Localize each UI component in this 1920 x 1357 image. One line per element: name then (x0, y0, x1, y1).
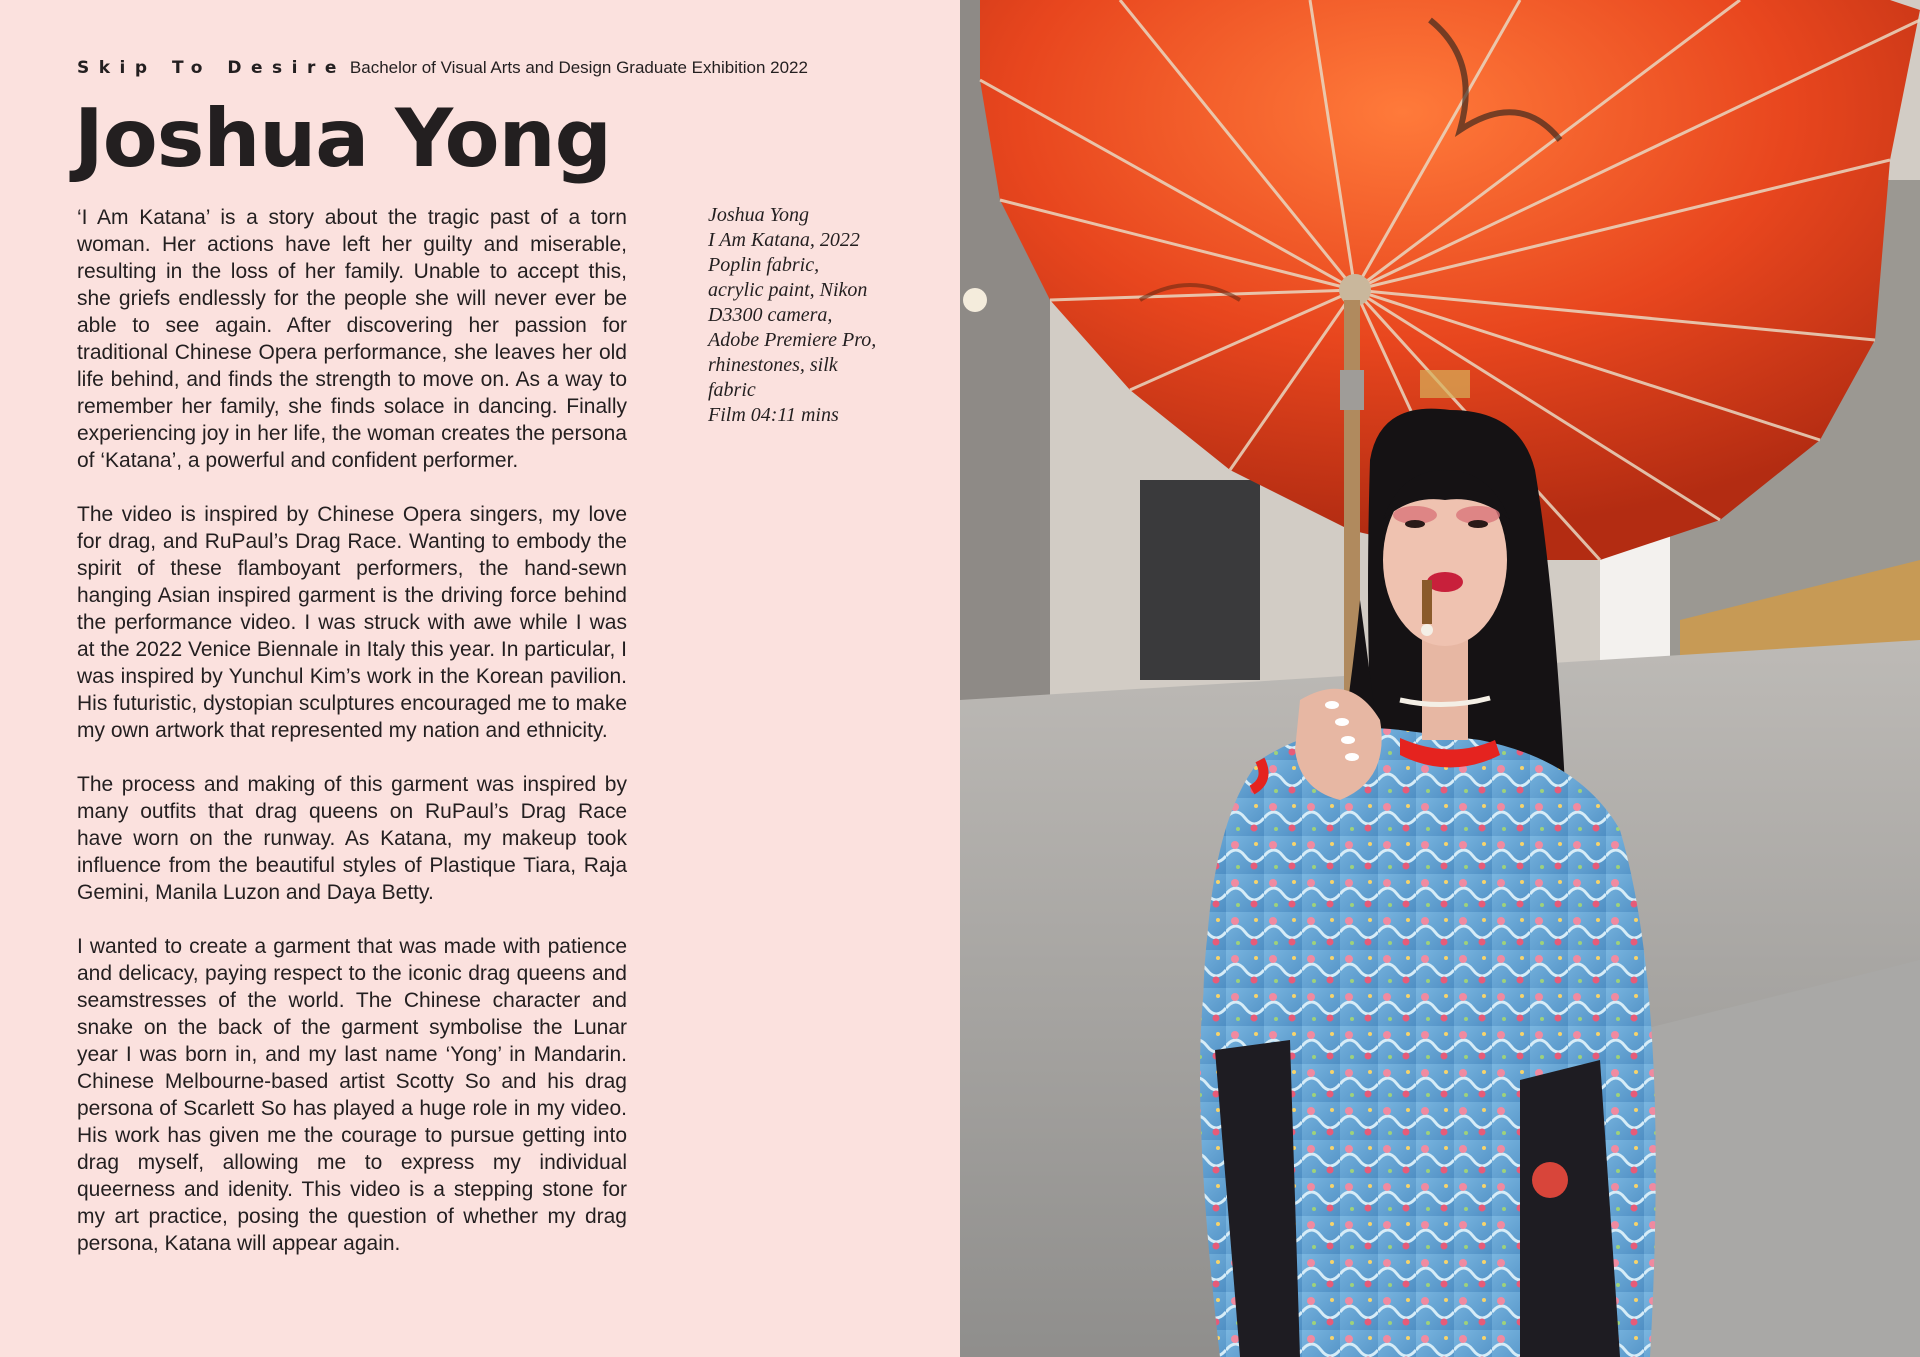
photo-illustration (960, 0, 1920, 1357)
caption-medium-line: Adobe Premiere Pro, (708, 329, 877, 351)
artwork-photo (960, 0, 1920, 1357)
headpiece (1420, 370, 1470, 398)
artist-name: Joshua Yong (74, 92, 611, 185)
page-header (77, 58, 808, 78)
caption-title-year: I Am Katana, 2022 (708, 229, 860, 251)
doorway (1140, 480, 1260, 680)
series-title: Skip To Desire (77, 58, 346, 78)
artwork-caption (708, 203, 928, 428)
artist-statement (77, 204, 627, 1284)
pearl-earring (1421, 624, 1433, 636)
caption-medium-line: Poplin fabric, (708, 254, 820, 276)
caption-medium-line: acrylic paint, Nikon (708, 279, 868, 301)
caption-medium-line: rhinestones, silk (708, 354, 838, 376)
caption-medium-line: fabric (708, 379, 756, 401)
statement-paragraph: The video is inspired by Chinese Opera singers, my love for drag, and RuPaul’s Drag Race. Wanting to embody the spirit of these flamboyant performers, the hand-sewn hanging Asian inspired garment is the driving force behind the performance video. I was struck with awe while I was at the 2022 Venice Biennale in Italy this year. In particular, I was inspired by Yunchul Kim’s work in the Korean pavilion. His futuristic, dystopian sculptures encouraged me to make my own artwork that represented my nation and ethnicity. (77, 503, 627, 742)
red-flower (1532, 1162, 1568, 1198)
caption-duration: Film 04:11 mins (708, 404, 839, 426)
statement-paragraph: I wanted to create a garment that was made with patience and delicacy, paying respect to the iconic drag queens and seamstresses of the world. The Chinese character and snake on the back of the garment symbolise the Lunar year I was born in, and my last name ‘Yong’ in Mandarin. Chinese Melbourne-based artist Scotty So and his drag persona of Scarlett So has played a huge role in my video. His work has given me the courage to pursue getting into drag myself, allowing me to express my individual queerness and idenity. This video is a stepping stone for my art practice, posing the question of whether my drag persona, Katana will appear again. (77, 935, 627, 1255)
neck (1422, 640, 1468, 740)
caption-artist: Joshua Yong (708, 204, 809, 226)
statement-paragraph: ‘I Am Katana’ is a story about the tragic past of a torn woman. Her actions have left her guilty and miserable, resulting in the loss of her family. Unable to accept this, she griefs endlessly for the people she will never ever be able to see again. After discovering her passion for traditional Chinese Opera performance, she leaves her old life behind, and finds the strength to move on. As a way to remember her family, she finds solace in dancing. Finally experiencing joy in her life, the woman creates the persona of ‘Katana’, a powerful and confident performer. (77, 206, 627, 472)
parasol-runner (1340, 370, 1364, 410)
ceiling-light (963, 288, 987, 312)
caption-medium-line: D3300 camera, (708, 304, 833, 326)
lips (1427, 572, 1463, 592)
eye (1405, 520, 1425, 528)
earring (1422, 580, 1432, 624)
eye (1468, 520, 1488, 528)
exhibition-title: Bachelor of Visual Arts and Design Graduate Exhibition 2022 (349, 58, 808, 77)
statement-paragraph: The process and making of this garment was inspired by many outfits that drag queens on RuPaul’s Drag Race have worn on the runway. As Katana, my makeup took influence from the beautiful styles of Plastique Tiara, Raja Gemini, Manila Luzon and Daya Betty. (77, 773, 627, 904)
